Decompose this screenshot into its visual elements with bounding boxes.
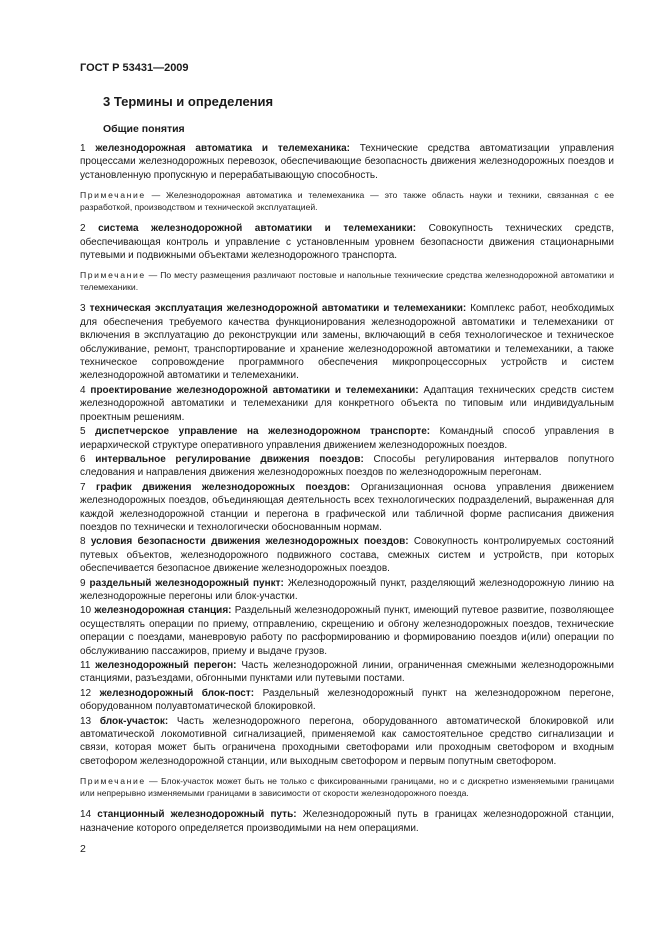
note-13: Примечание — Блок-участок может быть не только с фиксированными границами, но и с дискретно изменяемыми границами или непрерывно изменяемыми границами в зависимости от скорости железнодорожного поезда. (80, 776, 615, 799)
term-5: 5 диспетчерское управление на железнодорожном транспорте: Командный способ управления в иерархической структуре оперативного управления движением железнодорожных поездов. (80, 426, 615, 451)
term-definition: Совокупность технических средств, обеспечивающая контроль и управление с установленным уровнем безопасности движения стационарными путевыми и подвижными объектами железнодорожного транспорта. (80, 223, 615, 262)
term-12: 12 железнодорожный блок-пост: Раздельный железнодорожный пункт на железнодорожном перегоне, оборудованном полуавтоматической блокировкой. (80, 687, 615, 713)
note-1: Примечание — Железнодорожная автоматика и телемеханика — это также область науки и техники, связанная с ее разработкой, производством и технической эксплуатацией. (80, 190, 614, 213)
section-title: 3 Термины и определения (103, 94, 274, 109)
term-definition: Комплекс работ, необходимых для обеспечения требуемого качества функционирования железнодорожной автоматики и телемеханики от включения в эксплуатацию до реконструкции или замены, включающий в себя технологическое и техническое обслуживание, ремонт, транспортирование и хранение железнодорожной автоматики и телемеханики, а также техническое сопровождение программного обеспечения микропроцессорных устройств и систем железнодорожной автоматики и телемеханики. (80, 303, 615, 382)
term-definition: Организационная основа управления движением железнодорожных поездов, объединяющая деятельность всех технологических подразделений, выраженная для каждой железнодорожной станции и перегона в графической или табличной форме расписания движения поездов по технически и технологически обоснованным нормам. (80, 481, 615, 533)
term-name: интервальное регулирование движения поездов: (95, 453, 364, 465)
term-name: график движения железнодорожных поездов: (96, 481, 351, 493)
term-13: 13 блок-участок: Часть железнодорожного перегона, оборудованного автоматической блокировкой или автоматической локомотивной сигнализацией, применяемой как самостоятельное средство сигнализации и связи, которая может быть ограничена проходными светофорами или проходным светофором и входным светофором железнодорожной станции, или выходным светофором и первым попутным светофором. (80, 715, 614, 767)
term-name: железнодорожная станция: (94, 605, 232, 617)
term-name: блок-участок: (99, 715, 169, 727)
document-id: ГОСТ Р 53431—2009 (80, 62, 189, 74)
term-8: 8 условия безопасности движения железнодорожных поездов: Совокупность контролируемых состояний путевых объектов, железнодорожного подвижного состава, смежных систем и устройств, при которых обеспечивается безопасное движение железнодорожных поездов. (80, 536, 615, 575)
term-name: станционный железнодорожный путь: (97, 809, 297, 821)
term-name: диспетчерское управление на железнодорожном транспорте: (95, 426, 431, 438)
term-2: 2 система железнодорожной автоматики и телемеханики: Совокупность технических средств, обеспечивающая контроль и управление с установленным уровнем безопасности движения стационарными путевыми и подвижными объектами железнодорожного транспорта. (80, 223, 615, 262)
term-6: 6 интервальное регулирование движения поездов: Способы регулирования интервалов попутного следования и направления движения железнодорожных поездов по железнодорожным перегонам. (80, 453, 615, 479)
term-10: 10 железнодорожная станция: Раздельный железнодорожный пункт, имеющий путевое развитие, позволяющее осуществлять операции по приему, отправлению, скрещению и обгону железнодорожных поездов, технические операции с поездами, маневровую работу по расформированию и формированию поездов и(или) операции по обслуживанию пассажиров, приему и выдаче грузов. (80, 605, 615, 657)
term-name: техническая эксплуатация железнодорожной автоматики и телемеханики: (89, 303, 467, 315)
term-7: 7 график движения железнодорожных поездов: Организационная основа управления движением железнодорожных поездов, объединяющая деятельность всех технологических подразделений, выраженная для каждой железнодорожной станции и перегона в графической или табличной форме расписания движения поездов по технически и технологически обоснованным нормам. (80, 481, 615, 533)
term-definition: Железнодорожный путь в границах железнодорожной станции, назначение которого определяется производимыми на нем операциями. (80, 809, 615, 834)
term-name: система железнодорожной автоматики и телемеханики: (98, 223, 417, 235)
term-definition: Совокупность контролируемых состояний путевых объектов, железнодорожного подвижного состава, смежных систем и устройств, при которых обеспечивается безопасное движение железнодорожных поездов. (80, 536, 615, 575)
term-definition: Технические средства автоматизации управления процессами железнодорожных перевозок, обеспечивающие безопасность движения железнодорожных поездов и установленную пропускную и перерабатывающую способность. (80, 143, 614, 181)
subheading: Общие понятия (103, 123, 185, 135)
term-1: 1 железнодорожная автоматика и телемеханика: Технические средства автоматизации управления процессами железнодорожных перевозок, обеспечивающие безопасность движения железнодорожных поездов и установленную пропускную и перерабатывающую способность. (80, 143, 614, 181)
terms-content (80, 142, 614, 836)
term-3: 3 техническая эксплуатация железнодорожной автоматики и телемеханики: Комплекс работ, необходимых для обеспечения требуемого качества функционирования железнодорожной автоматики и телемеханики от включения в эксплуатацию до реконструкции или замены, включающий в себя технологическое и техническое обслуживание, ремонт, транспортирование и хранение железнодорожной автоматики и телемеханики, а также техническое сопровождение программного обеспечения микропроцессорных устройств и систем железнодорожной автоматики и телемеханики. (80, 303, 615, 382)
term-definition: Раздельный железнодорожный пункт, имеющий путевое развитие, позволяющее осуществлять операции по приему, отправлению, скрещению и обгону железнодорожных поездов, технические операции с поездами, маневровую работу по расформированию и формированию поездов и(или) операции по обслуживанию пассажиров, приему и выдаче грузов. (80, 605, 615, 657)
term-9: 9 раздельный железнодорожный пункт: Железнодорожный пункт, разделяющий железнодорожную линию на железнодорожные перегоны или блок-участки. (80, 577, 615, 602)
term-name: условия безопасности движения железнодорожных поездов: (90, 536, 409, 548)
term-definition: Адаптация технических средств систем железнодорожной автоматики и телемеханики для конкретного объекта по типовым или индивидуальным проектным решениям. (80, 384, 614, 423)
term-definition: Командный способ управления в иерархической структуре оперативного управления движением железнодорожных поездов. (80, 426, 615, 451)
term-4: 4 проектирование железнодорожной автоматики и телемеханики: Адаптация технических средств систем железнодорожной автоматики и телемеханики для конкретного объекта по типовым или индивидуальным проектным решениям. (80, 384, 614, 423)
note-2: Примечание — По месту размещения различают постовые и напольные технические средства железнодорожной автоматики и телемеханики. (80, 270, 614, 293)
term-definition: Часть железнодорожной линии, ограниченная смежными железнодорожными станциями, разъездами, обгонными пунктами или путевыми постами. (80, 660, 615, 685)
term-definition: Часть железнодорожного перегона, оборудованного автоматической блокировкой или автоматической локомотивной сигнализацией, применяемой как самостоятельное средство сигнализации и связи, которая может быть ограничена проходными светофорами или проходным светофором и входным светофором железнодорожной станции, или выходным светофором и первым попутным светофором. (80, 715, 614, 767)
page-number: 2 (80, 843, 86, 855)
term-14: 14 станционный железнодорожный путь: Железнодорожный путь в границах железнодорожной станции, назначение которого определяется производимыми на нем операциями. (80, 809, 615, 834)
term-definition: Способы регулирования интервалов попутного следования и направления движения железнодорожных поездов по железнодорожным перегонам. (80, 453, 615, 479)
term-name: раздельный железнодорожный пункт: (89, 577, 284, 589)
term-name: железнодорожный блок-пост: (99, 687, 255, 699)
term-definition: Железнодорожный пункт, разделяющий железнодорожную линию на железнодорожные перегоны или блок-участки. (80, 577, 615, 602)
term-name: проектирование железнодорожной автоматики и телемеханики: (90, 384, 419, 396)
term-11: 11 железнодорожный перегон: Часть железнодорожной линии, ограниченная смежными железнодорожными станциями, разъездами, обгонными пунктами или путевыми постами. (80, 660, 615, 685)
term-name: железнодорожная автоматика и телемеханика: (95, 143, 350, 154)
term-definition: Раздельный железнодорожный пункт на железнодорожном перегоне, оборудованном полуавтоматической блокировкой. (80, 687, 615, 713)
term-name: железнодорожный перегон: (95, 660, 237, 671)
